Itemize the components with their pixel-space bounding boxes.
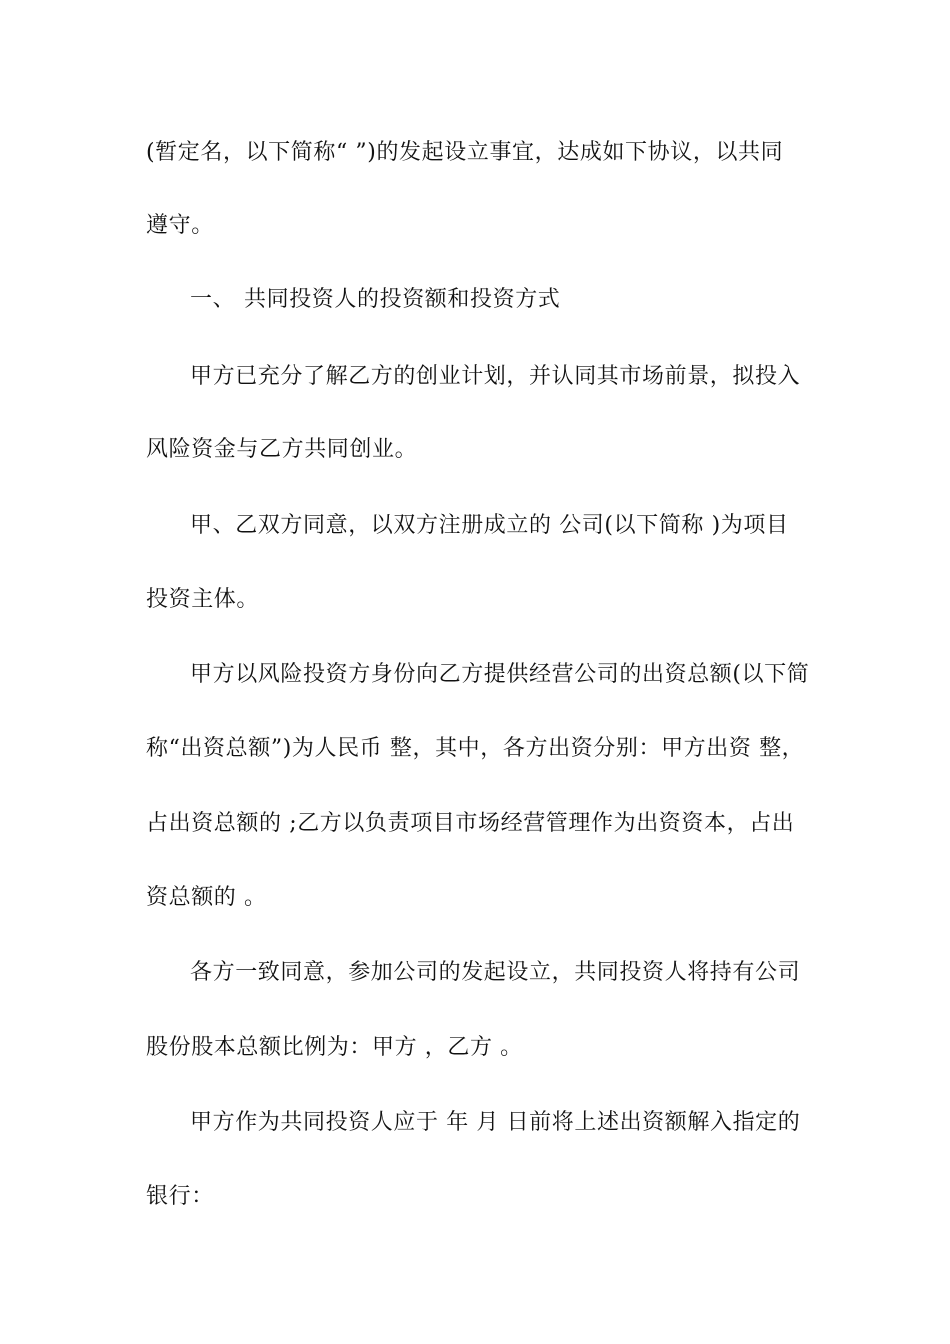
section-heading-title: 共同投资人的投资额和投资方式 <box>244 287 561 312</box>
paragraph-line-5: 甲、乙双方同意，以双方注册成立的 公司(以下简称 )为项目 <box>190 513 789 538</box>
paragraph-line-14: 银行： <box>146 1184 214 1209</box>
paragraph-line-4: 风险资金与乙方共同创业。 <box>146 437 418 462</box>
paragraph-line-2: 遵守。 <box>146 213 214 238</box>
paragraph-line-8: 称“出资总额”)为人民币 整，其中，各方出资分别：甲方出资 整， <box>146 736 805 761</box>
paragraph-line-9: 占出资总额的 ;乙方以负责项目市场经营管理作为出资资本，占出 <box>146 811 795 836</box>
paragraph-line-11: 各方一致同意，参加公司的发起设立，共同投资人将持有公司 <box>190 960 801 985</box>
paragraph-line-1: (暂定名，以下简称“ ”)的发起设立事宜，达成如下协议，以共同 <box>146 140 784 165</box>
paragraph-line-10: 资总额的 。 <box>146 885 267 910</box>
paragraph-line-6: 投资主体。 <box>146 587 260 612</box>
paragraph-line-7: 甲方以风险投资方身份向乙方提供经营公司的出资总额(以下简 <box>190 662 810 687</box>
section-heading-number: 一、 <box>190 287 236 312</box>
section-heading <box>190 285 816 315</box>
paragraph-line-12: 股份股本总额比例为：甲方 ，乙方 。 <box>146 1035 523 1060</box>
paragraph-line-13: 甲方作为共同投资人应于 年 月 日前将上述出资额解入指定的 <box>190 1110 801 1135</box>
paragraph-line-3: 甲方已充分了解乙方的创业计划，并认同其市场前景，拟投入 <box>190 364 801 389</box>
